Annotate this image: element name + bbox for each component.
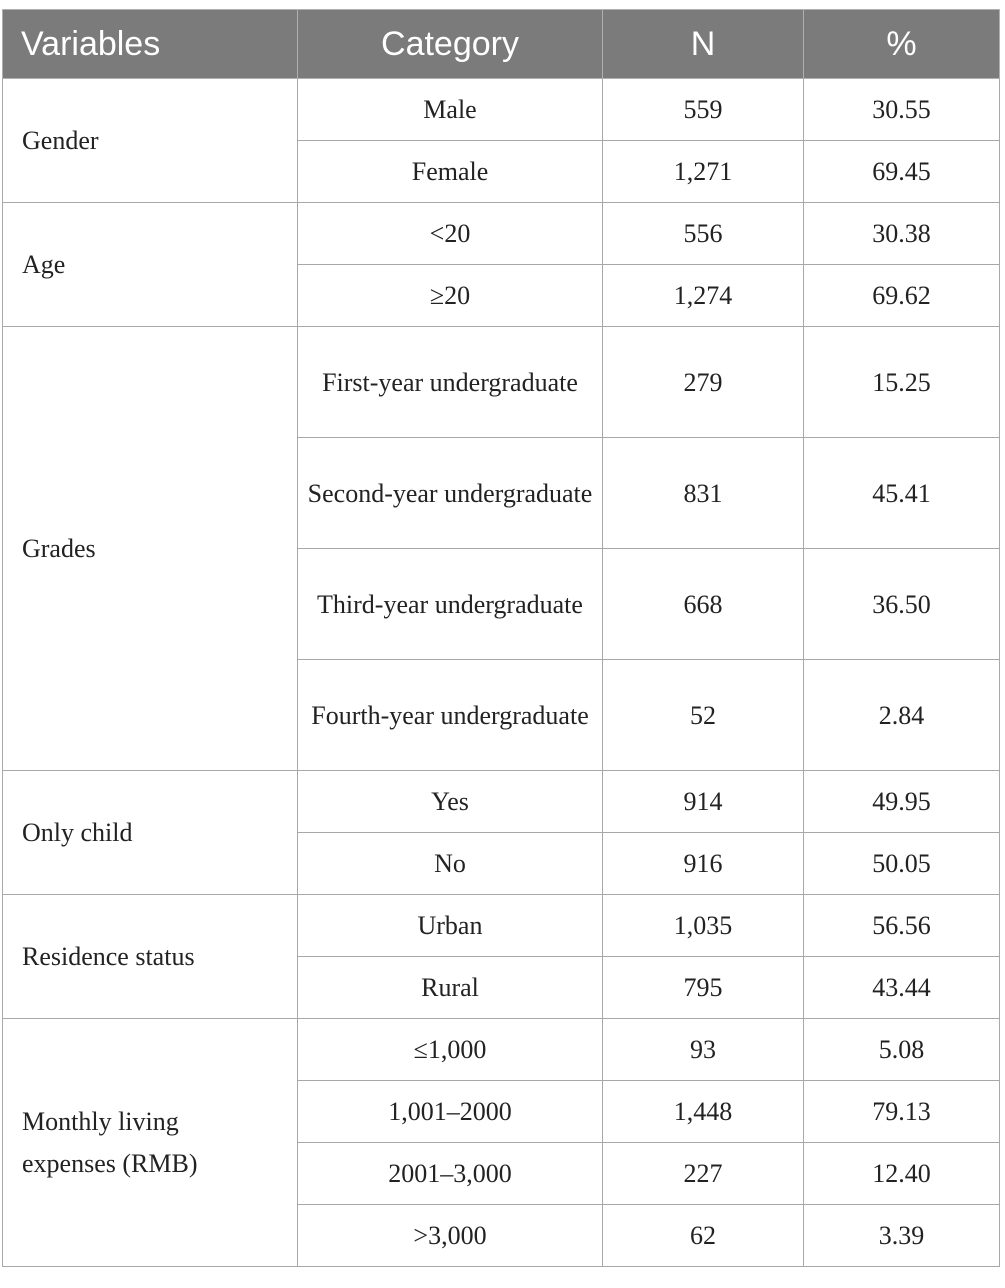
percent-cell: 2.84: [804, 660, 1000, 771]
header-variables: Variables: [3, 10, 298, 79]
n-cell: 93: [603, 1019, 804, 1081]
percent-cell: 3.39: [804, 1205, 1000, 1267]
variable-cell: Grades: [3, 327, 298, 771]
header-category: Category: [298, 10, 603, 79]
variable-cell: Gender: [3, 79, 298, 203]
category-cell: Fourth-year undergraduate: [298, 660, 603, 771]
category-cell: Rural: [298, 957, 603, 1019]
table-row: [3, 1019, 1000, 1081]
category-cell: ≥20: [298, 265, 603, 327]
percent-cell: 69.62: [804, 265, 1000, 327]
variable-cell: Residence status: [3, 895, 298, 1019]
category-cell: First-year undergraduate: [298, 327, 603, 438]
n-cell: 279: [603, 327, 804, 438]
percent-cell: 56.56: [804, 895, 1000, 957]
percent-cell: 15.25: [804, 327, 1000, 438]
table-row: [3, 327, 1000, 438]
n-cell: 1,035: [603, 895, 804, 957]
percent-cell: 30.38: [804, 203, 1000, 265]
variable-cell: Monthly living expenses (RMB): [3, 1019, 298, 1267]
category-cell: Third-year undergraduate: [298, 549, 603, 660]
n-cell: 916: [603, 833, 804, 895]
category-cell: No: [298, 833, 603, 895]
header-n: N: [603, 10, 804, 79]
percent-cell: 50.05: [804, 833, 1000, 895]
n-cell: 1,448: [603, 1081, 804, 1143]
header-row: [3, 10, 1000, 79]
variable-cell: Age: [3, 203, 298, 327]
category-cell: ≤1,000: [298, 1019, 603, 1081]
percent-cell: 30.55: [804, 79, 1000, 141]
percent-cell: 49.95: [804, 771, 1000, 833]
header-percent: %: [804, 10, 1000, 79]
category-cell: Urban: [298, 895, 603, 957]
percent-cell: 69.45: [804, 141, 1000, 203]
n-cell: 227: [603, 1143, 804, 1205]
category-cell: Yes: [298, 771, 603, 833]
percent-cell: 5.08: [804, 1019, 1000, 1081]
n-cell: 1,274: [603, 265, 804, 327]
category-cell: <20: [298, 203, 603, 265]
percent-cell: 12.40: [804, 1143, 1000, 1205]
n-cell: 795: [603, 957, 804, 1019]
variable-cell: Only child: [3, 771, 298, 895]
n-cell: 559: [603, 79, 804, 141]
n-cell: 52: [603, 660, 804, 771]
table-row: [3, 895, 1000, 957]
n-cell: 62: [603, 1205, 804, 1267]
percent-cell: 79.13: [804, 1081, 1000, 1143]
percent-cell: 45.41: [804, 438, 1000, 549]
category-cell: Second-year undergraduate: [298, 438, 603, 549]
table-row: [3, 203, 1000, 265]
percent-cell: 43.44: [804, 957, 1000, 1019]
n-cell: 668: [603, 549, 804, 660]
category-cell: >3,000: [298, 1205, 603, 1267]
demographics-table: [2, 9, 1000, 1267]
n-cell: 831: [603, 438, 804, 549]
percent-cell: 36.50: [804, 549, 1000, 660]
category-cell: Female: [298, 141, 603, 203]
table-row: [3, 771, 1000, 833]
n-cell: 914: [603, 771, 804, 833]
n-cell: 1,271: [603, 141, 804, 203]
category-cell: Male: [298, 79, 603, 141]
n-cell: 556: [603, 203, 804, 265]
category-cell: 2001–3,000: [298, 1143, 603, 1205]
table-row: [3, 79, 1000, 141]
category-cell: 1,001–2000: [298, 1081, 603, 1143]
